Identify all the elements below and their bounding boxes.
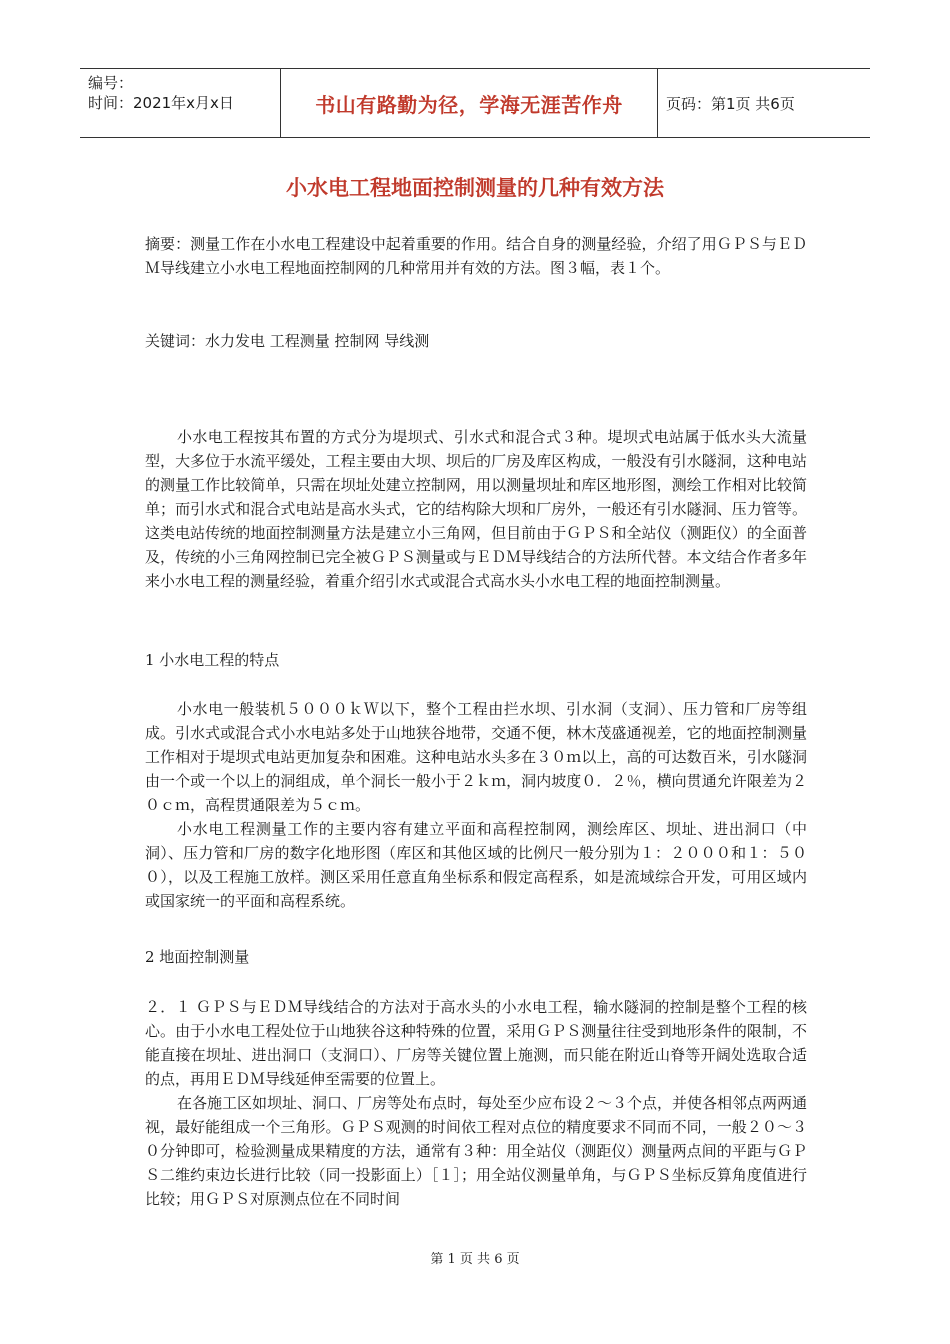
header-info-cell bbox=[80, 69, 281, 137]
keywords: 关键词：水力发电 工程测量 控制网 导线测 bbox=[145, 332, 430, 350]
abstract-block bbox=[145, 232, 807, 280]
header-page-info: 页码：第1页 共6页 bbox=[666, 94, 795, 113]
intro-block bbox=[145, 425, 807, 593]
header-table bbox=[80, 68, 870, 138]
page-footer: 第 1 页 共 6 页 bbox=[430, 1252, 520, 1267]
section1-heading-block bbox=[145, 648, 807, 672]
section2-heading-block bbox=[145, 945, 807, 969]
keywords-block bbox=[145, 329, 807, 353]
section2-paragraph-1: ２．１ ＧＰＳ与ＥＤＭ导线结合的方法对于高水头的小水电工程，输水隧洞的控制是整个工程的核心。由于小水电工程处位于山地狭谷这种特殊的位置，采用ＧＰＳ测量往往受到地形条件的限制，不能直接在坝址、进出洞口（支洞口）、厂房等关键位置上施测，而只能在附近山脊等开阔处选取合适的点，再用ＥＤＭ导线延伸至需要的位置上。 bbox=[145, 998, 807, 1088]
section2-heading: 2 地面控制测量 bbox=[145, 948, 250, 966]
section1-body bbox=[145, 697, 807, 913]
code-label: 编号： bbox=[88, 74, 134, 92]
section1-heading: 1 小水电工程的特点 bbox=[145, 651, 280, 669]
abstract: 摘要：测量工作在小水电工程建设中起着重要的作用。结合自身的测量经验，介绍了用ＧＰＳ与ＥＤＭ导线建立小水电工程地面控制网的几种常用并有效的方法。图３幅，表１个。 bbox=[145, 235, 807, 277]
section2-paragraph-2: 在各施工区如坝址、洞口、厂房等处布点时，每处至少应布设２～３个点，并使各相邻点两两通视，最好能组成一个三角形。ＧＰＳ观测的时间依工程对点位的精度要求不同而不同，一般２０～３０分钟即可，检验测量成果精度的方法，通常有３种：用全站仪（测距仪）测量两点间的平距与ＧＰＳ二维约束边长进行比较（同一投影面上）［１］；用全站仪测量单角，与ＧＰＳ坐标反算角度值进行比较；用ＧＰＳ对原测点位在不同时间 bbox=[145, 1094, 808, 1208]
section1-paragraph-2: 小水电工程测量工作的主要内容有建立平面和高程控制网，测绘库区、坝址、进出洞口（中洞）、压力管和厂房的数字化地形图（库区和其他区域的比例尺一般分别为１：２０００和１：５００），以及工程施工放样。测区采用任意直角坐标系和假定高程系，如是流域综合开发，可用区域内或国家统一的平面和高程系统。 bbox=[145, 820, 807, 910]
document-title: 小水电工程地面控制测量的几种有效方法 bbox=[286, 176, 664, 200]
section2-body bbox=[145, 995, 807, 1211]
intro-paragraph: 小水电工程按其布置的方式分为堤坝式、引水式和混合式３种。堤坝式电站属于低水头大流量型，大多位于水流平缓处，工程主要由大坝、坝后的厂房及库区构成，一般没有引水隧洞，这种电站的测量工作比较简单，只需在坝址处建立控制网，用以测量坝址和库区地形图，测绘工作相对比较简单；而引水式和混合式电站是高水头式，它的结构除大坝和厂房外，一般还有引水隧洞、压力管等。这类电站传统的地面控制测量方法是建立小三角网，但目前由于ＧＰＳ和全站仪（测距仪）的全面普及，传统的小三角网控制已完全被ＧＰＳ测量或与ＥＤＭ导线结合的方法所代替。本文结合作者多年来小水电工程的测量经验，着重介绍引水式或混合式高水头小水电工程的地面控制测量。 bbox=[145, 428, 807, 590]
header-motto: 书山有路勤为径，学海无涯苦作舟 bbox=[281, 69, 658, 137]
section1-paragraph-1: 小水电一般装机５０００ｋＷ以下，整个工程由拦水坝、引水洞（支洞）、压力管和厂房等组成。引水式或混合式小水电站多处于山地狭谷地带，交通不便，林木茂盛通视差，它的地面控制测量工作相对于堤坝式电站更加复杂和困难。这种电站水头多在３０ｍ以上，高的可达数百米，引水隧洞由一个或一个以上的洞组成，单个洞长一般小于２ｋｍ，洞内坡度０．２％，横向贯通允许限差为２０ｃｍ，高程贯通限差为５ｃｍ。 bbox=[145, 700, 807, 814]
date-label: 时间：2021年x月x日 bbox=[88, 94, 234, 112]
